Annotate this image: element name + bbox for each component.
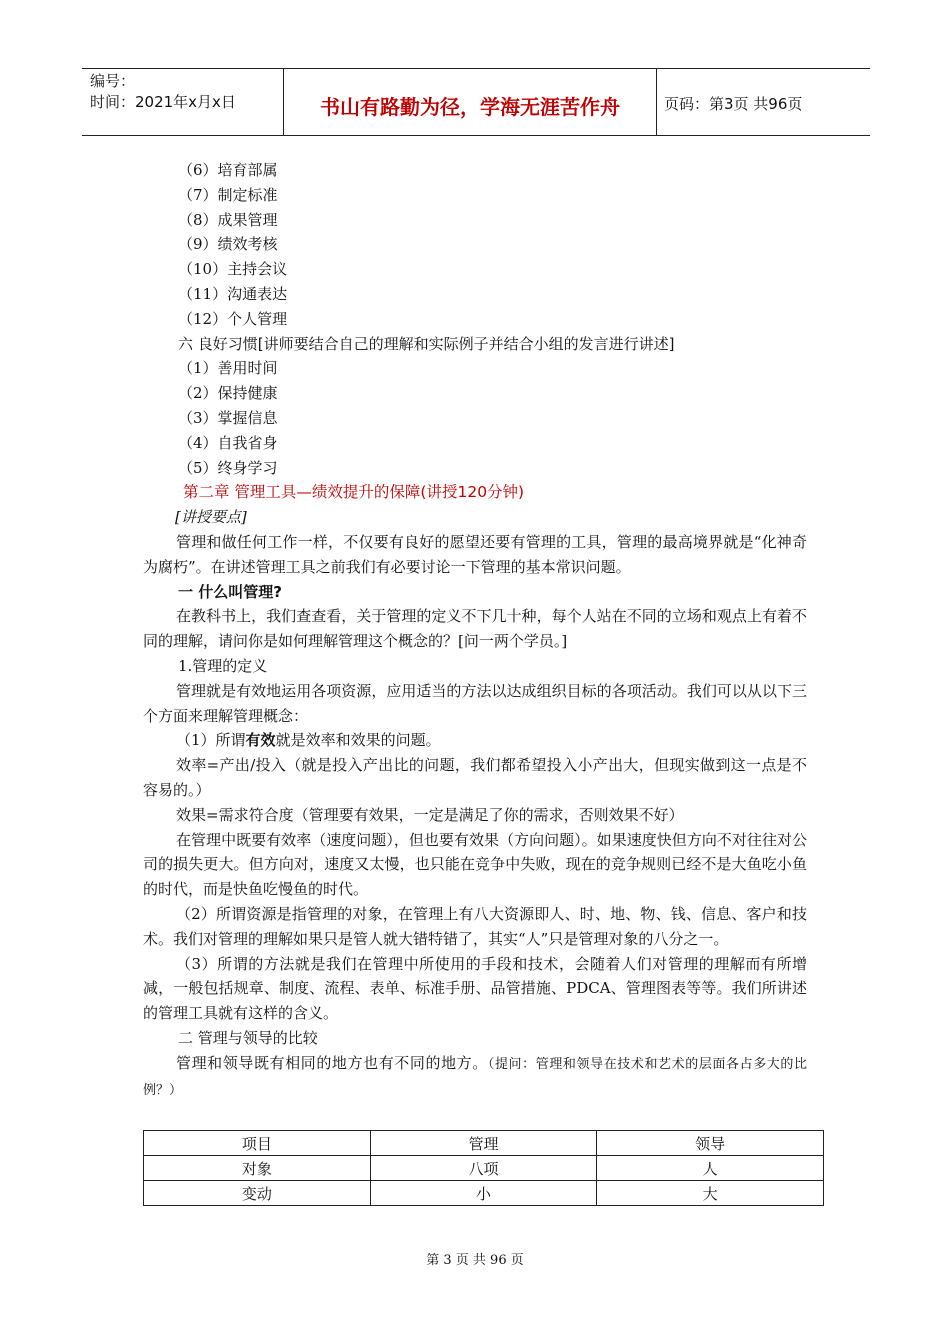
header-divider-right bbox=[656, 68, 657, 136]
table-cell: 变动 bbox=[144, 1181, 371, 1206]
text-run: 管理和领导既有相同的地方也有不同的地方。 bbox=[176, 1053, 488, 1072]
table-cell: 人 bbox=[597, 1156, 824, 1181]
paragraph-comparison bbox=[143, 1051, 807, 1105]
list-item: （8）成果管理 bbox=[178, 210, 278, 229]
table-header-cell: 领导 bbox=[597, 1131, 824, 1156]
table-header-cell: 项目 bbox=[144, 1131, 371, 1156]
paragraph: 管理和做任何工作一样，不仅要有良好的愿望还要有管理的工具，管理的最高境界就是“化神奇为腐朽”。在讲述管理工具之前我们有必要讨论一下管理的基本常识问题。 bbox=[143, 532, 807, 576]
time-label: 时间：2021年x月x日 bbox=[90, 93, 236, 111]
paragraph: 在教科书上，我们查查看，关于管理的定义不下几十种，每个人站在不同的立场和观点上有着不同的理解，请问你是如何理解管理这个概念的？[问一两个学员。] bbox=[143, 607, 807, 651]
header-bottom-rule bbox=[82, 135, 870, 136]
question-note: （提问：管理和领导在技术和艺术的层面各占多大的比例？） bbox=[143, 1056, 807, 1099]
header-top-rule bbox=[82, 68, 870, 69]
table-cell: 八项 bbox=[370, 1156, 597, 1181]
paragraph: （3）所谓的方法就是我们在管理中所使用的手段和技术，会随着人们对管理的理解而有所增减，一般包括规章、制度、流程、表单、标准手册、品管措施、PDCA、管理图表等等。我们所讲述的管理工具就有这样的含义。 bbox=[143, 954, 807, 1023]
page-footer: 第 3 页 共 96 页 bbox=[426, 1253, 524, 1268]
section-heading-management-vs-leadership: 二 管理与领导的比较 bbox=[178, 1028, 318, 1047]
paragraph: 效果=需求符合度（管理要有效果，一定是满足了你的需求，否则效果不好） bbox=[176, 805, 684, 824]
list-item: （5）终身学习 bbox=[178, 458, 278, 477]
paragraph: 在管理中既要有效率（速度问题），但也要有效果（方向问题）。如果速度快但方向不对往往对公司的损失更大。但方向对，速度又太慢，也只能在竞争中失败，现在的竞争规则已经不是大鱼吃小鱼的时代，而是快鱼吃慢鱼的时代。 bbox=[143, 830, 807, 899]
table-header-cell: 管理 bbox=[370, 1131, 597, 1156]
section-heading-what-is-management: 一 什么叫管理? bbox=[178, 582, 282, 601]
list-item: （2）保持健康 bbox=[178, 384, 278, 403]
paragraph: 管理就是有效地运用各项资源，应用适当的方法以达成组织目标的各项活动。我们可以从以下三个方面来理解管理概念： bbox=[143, 681, 807, 725]
table-row bbox=[144, 1181, 824, 1206]
list-item: （9）绩效考核 bbox=[178, 235, 278, 254]
table-header-row bbox=[144, 1131, 824, 1156]
list-item: （1）善用时间 bbox=[178, 359, 278, 378]
list-item: （4）自我省身 bbox=[178, 433, 278, 452]
table-cell: 小 bbox=[370, 1181, 597, 1206]
section-heading-habits: 六 良好习惯[讲师要结合自己的理解和实际例子并结合小组的发言进行讲述] bbox=[178, 334, 675, 353]
text-run: （1）所谓 bbox=[176, 731, 246, 750]
list-item: （6）培育部属 bbox=[178, 161, 278, 179]
definition-heading: 1.管理的定义 bbox=[178, 656, 268, 675]
teaching-points-label: [讲授要点] bbox=[175, 508, 247, 527]
emphasis-text: 有效 bbox=[245, 731, 276, 750]
paragraph: （2）所谓资源是指管理的对象，在管理上有八大资源即人、时、地、物、钱、信息、客户和技术。我们对管理的理解如果只是管人就大错特错了，其实“人”只是管理对象的八分之一。 bbox=[143, 904, 807, 948]
paragraph: 效率=产出/投入（就是投入产出比的问题，我们都希望投入小产出大，但现实做到这一点是不容易的。） bbox=[143, 756, 807, 799]
table-cell: 对象 bbox=[144, 1156, 371, 1181]
list-item: （7）制定标准 bbox=[178, 185, 278, 204]
text-run: 就是效率和效果的问题。 bbox=[275, 731, 441, 750]
comparison-table bbox=[143, 1130, 824, 1206]
document-body bbox=[143, 158, 807, 1104]
list-item: （3）掌握信息 bbox=[178, 408, 278, 427]
number-label: 编号： bbox=[90, 72, 136, 90]
paragraph-effective bbox=[143, 728, 807, 753]
chapter-title: 第二章 管理工具—绩效提升的保障(讲授120分钟) bbox=[183, 483, 525, 502]
header-meta bbox=[90, 71, 236, 113]
list-item: （12）个人管理 bbox=[178, 309, 288, 328]
header-motto: 书山有路勤为径，学海无涯苦作舟 bbox=[320, 95, 620, 119]
table-row bbox=[144, 1156, 824, 1181]
list-item: （10）主持会议 bbox=[178, 260, 288, 279]
header-page-info: 页码：第3页 共96页 bbox=[664, 95, 803, 113]
list-item: （11）沟通表达 bbox=[178, 284, 288, 303]
table-cell: 大 bbox=[597, 1181, 824, 1206]
